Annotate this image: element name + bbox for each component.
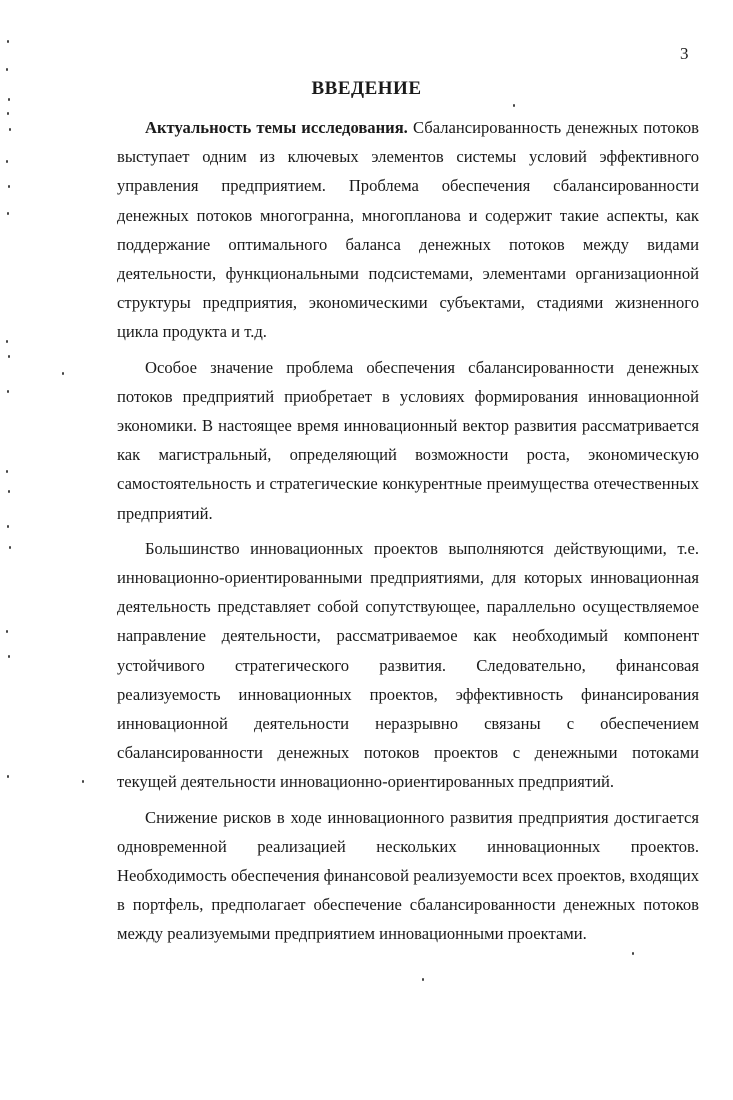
scan-speck — [8, 355, 10, 358]
scan-speck — [7, 390, 9, 393]
paragraph-text: Сбалансированность денежных потоков выступает одним из ключевых элементов системы условий эффективного управления предприятием. Проблема обеспечения сбалансированности денежных потоков многогранна, многопланова и содержит такие аспекты, как поддержание оптимального баланса денежных потоков между видами деятельности, функциональными подсистемами, элементами организационной структуры предприятия, экономическими субъектами, стадиями жизненного цикла продукта и т.д. — [117, 118, 699, 342]
paragraph-innovation-economy — [117, 353, 699, 528]
paragraph-risk-reduction — [117, 803, 699, 949]
scan-speck — [7, 775, 9, 778]
scan-speck — [8, 185, 10, 188]
scan-speck — [6, 160, 8, 163]
scan-speck — [9, 546, 11, 549]
scan-speck — [6, 68, 8, 71]
scan-speck — [632, 952, 634, 955]
paragraph-relevance — [117, 113, 699, 347]
scan-speck — [7, 40, 9, 43]
scan-speck — [9, 128, 11, 131]
scan-speck — [6, 630, 8, 633]
scan-speck — [7, 212, 9, 215]
scan-speck — [7, 525, 9, 528]
paragraph-text: Снижение рисков в ходе инновационного развития предприятия достигается одновременной реализацией нескольких инновационных проектов. Необходимость обеспечения финансовой реализуемости всех проектов, входящих в портфель, предполагает обеспечение сбалансированности денежных потоков между реализуемыми предприятием инновационными проектами. — [117, 807, 699, 944]
page-title: ВВЕДЕНИЕ — [311, 78, 422, 99]
scan-speck — [6, 340, 8, 343]
scan-speck — [7, 112, 9, 115]
scan-speck — [8, 490, 10, 493]
scan-speck — [82, 780, 84, 783]
body-text — [117, 113, 699, 955]
paragraph-innovation-projects — [117, 534, 699, 797]
scan-speck — [6, 470, 8, 473]
paragraph-text: Особое значение проблема обеспечения сбалансированности денежных потоков предприятий приобретает в условиях формирования инновационной экономики. В настоящее время инновационный вектор развития рассматривается как магистральный, определяющий возможности роста, экономическую самостоятельность и стратегические конкурентные преимущества отечественных предприятий. — [117, 357, 699, 523]
scan-speck — [8, 98, 10, 101]
paragraph-lead: Актуальность темы исследования. — [145, 118, 408, 137]
scan-speck — [62, 372, 64, 375]
scan-speck — [513, 104, 515, 107]
page-number: 3 — [680, 44, 689, 63]
scan-speck — [422, 978, 424, 981]
paragraph-text: Большинство инновационных проектов выполняются действующими, т.е. инновационно-ориентированными предприятиями, для которых инновационная деятельность представляет собой сопутствующее, параллельно осуществляемое направление деятельности, рассматриваемое как необходимый компонент устойчивого стратегического развития. Следовательно, финансовая реализуемость инновационных проектов, эффективность финансирования инновационной деятельности неразрывно связаны с обеспечением сбалансированности денежных потоков проектов с денежными потоками текущей деятельности инновационно-ориентированных предприятий. — [117, 538, 699, 792]
scan-speck — [8, 655, 10, 658]
